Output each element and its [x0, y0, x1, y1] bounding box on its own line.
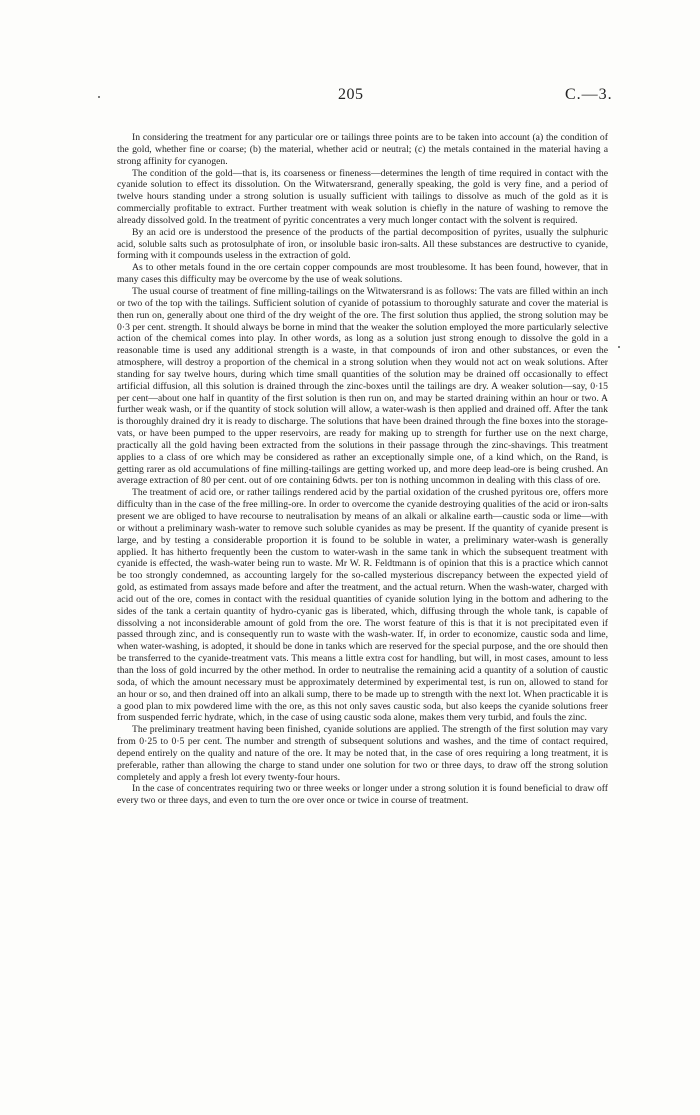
- page-number: 205: [338, 86, 364, 103]
- paper-speck: [618, 346, 620, 348]
- paragraph-acid-treatment: The treatment of acid ore, or rather tailings rendered acid by the partial oxidation of the crushed pyritous ore, offers more difficulty than in the case of the free milling-ore. In order to overcome the cyanide destroying qualities of the acid or iron-salts present we are obliged to have recourse to neutralisation by means of an alkali or alkaline earth—caustic soda or lime—with or without a preliminary wash-water to remove such soluble cyanides as may be present. If the quantity of cyanide present is large, and by testing a considerable proportion it is found to be soluble in water, a preliminary water-wash is generally applied. It has hitherto frequently been the custom to water-wash in the same tank in which the subsequent treatment with cyanide is effected, the wash-water being run to waste. Mr W. R. Feldtmann is of opinion that this is a practice which cannot be too strongly condemned, as accounting largely for the so-called mysterious discrepancy between the expected yield of gold, as estimated from assays made before and after the treatment, and the actual return. When the wash-water, charged with acid out of the ore, comes in contact with the residual quantities of cyanide solution lying in the bottom and adhering to the sides of the tank a certain quantity of hydro-cyanic gas is liberated, which, diffusing through the whole tank, is capable of dissolving a not inconsiderable amount of gold from the ore. The worst feature of this is that it is not precipitated even if passed through zinc, and is consequently run to waste with the wash-water. If, in order to economize, caustic soda and lime, when water-washing, is adopted, it should be done in tanks which are reserved for the special purpose, and the ore should then be transferred to the cyanide-treatment vats. This means a little extra cost for handling, but will, in most cases, amount to less than the loss of gold incurred by the other method. In order to neutralise the remaining acid a quantity of a solution of caustic soda, of which the amount necessary must be approximately determined by experimental test, is run on, allowed to stand for an hour or so, and then drained off into an alkali sump, there to be made up to strength with the next lot. When practicable it is a good plan to mix powdered lime with the ore, as this not only saves caustic soda, but also keeps the cyanide solutions freer from suspended ferric hydrate, which, in the case of using caustic soda alone, makes them very turbid, and fouls the zinc.: [117, 487, 608, 724]
- paragraph-considerations: In considering the treatment for any particular ore or tailings three points are to be taken into account (a) the condition of the gold, whether fine or coarse; (b) the material, whether acid or neutral; (c) the metals contained in the material having a strong affinity for cyanogen.: [117, 132, 608, 167]
- paragraph-other-metals: As to other metals found in the ore certain copper compounds are most troublesome. It has been found, however, that in many cases this difficulty may be overcome by the use of weak solutions.: [117, 262, 608, 286]
- paragraph-usual-treatment: The usual course of treatment of fine milling-tailings on the Witwatersrand is as follows: The vats are filled within an inch or two of the top with the tailings. Sufficient solution of cyanide of potassium to thoroughly saturate and cover the material is then run on, generally about one third of the dry weight of the ore. The first solution thus applied, the strong solution may be 0·3 per cent. strength. It should always be borne in mind that the weaker the solution employed the more particularly selective action of the chemical comes into play. In other words, as long as a solution just strong enough to dissolve the gold in a reasonable time is used any additional strength is a waste, in that compounds of iron and other substances, or even the atmosphere, will destroy a proportion of the chemical in a strong solution when they would not act on weak solutions. After standing for say twelve hours, during which time small quantities of the solution may be drained off occasionally to effect artificial diffusion, all this solution is drained through the zinc-boxes until the tailings are dry. A weaker solution—say, 0·15 per cent—about one half in quantity of the first solution is then run on, and may be started draining within an hour or two. A further weak wash, or if the quantity of stock solution will allow, a water-wash is then applied and drained off. After the tank is thoroughly drained dry it is ready to discharge. The solutions that have been drained through the fine boxes into the storage-vats, or have been pumped to the upper reservoirs, are ready for making up to strength for further use on the next charge, practically all the gold having been extracted from the solutions in their passage through the zinc-shavings. This treatment applies to a class of ore which may be considered as rather an exceptionally simple one, of a kind which, on the Rand, is getting rarer as old accumulations of fine milling-tailings are getting worked up, and more deep lead-ore is being crushed. An average extraction of 80 per cent. out of ore containing 6dwts. per ton is nothing uncommon in dealing with this class of ore.: [117, 285, 608, 487]
- paragraph-acid-ore: By an acid ore is understood the presence of the products of the partial decomposition of pyrites, usually the sulphuric acid, soluble salts such as protosulphate of iron, or insoluble basic iron-salts. All these substances are destructive to cyanide, forming with it compounds useless in the extraction of gold.: [117, 226, 608, 262]
- paragraph-cyanide-solutions: The preliminary treatment having been finished, cyanide solutions are applied. The strength of the first solution may vary from 0·25 to 0·5 per cent. The number and strength of subsequent solutions and washes, and the time of contact required, depend entirely on the quality and nature of the ore. It may be noted that, in the case of ores requiring a long treatment, it is preferable, rather than allowing the charge to stand under one solution for two or three days, to draw off the strong solution completely and apply a fresh lot every twenty-four hours.: [117, 724, 608, 783]
- paper-speck: [98, 96, 100, 98]
- paragraph-gold-condition: The condition of the gold—that is, its coarseness or fineness—determines the length of time required in contact with the cyanide solution to effect its dissolution. On the Witwatersrand, generally speaking, the gold is very fine, and a period of twelve hours standing under a strong solution is usually sufficient with tailings to dissolve as much of the gold as it is commercially profitable to extract. Further treatment with weak solution is chiefly in the nature of washing to remove the already dissolved gold. In the treatment of pyritic concentrates a very much longer contact with the solvent is required.: [117, 167, 608, 226]
- article-body: [117, 132, 608, 807]
- paragraph-concentrates: In the case of concentrates requiring two or three weeks or longer under a strong solution it is found beneficial to draw off every two or three days, and even to turn the ore over once or twice in course of treatment.: [117, 783, 608, 807]
- section-code: C.—3.: [565, 86, 613, 103]
- page-header: [0, 86, 700, 110]
